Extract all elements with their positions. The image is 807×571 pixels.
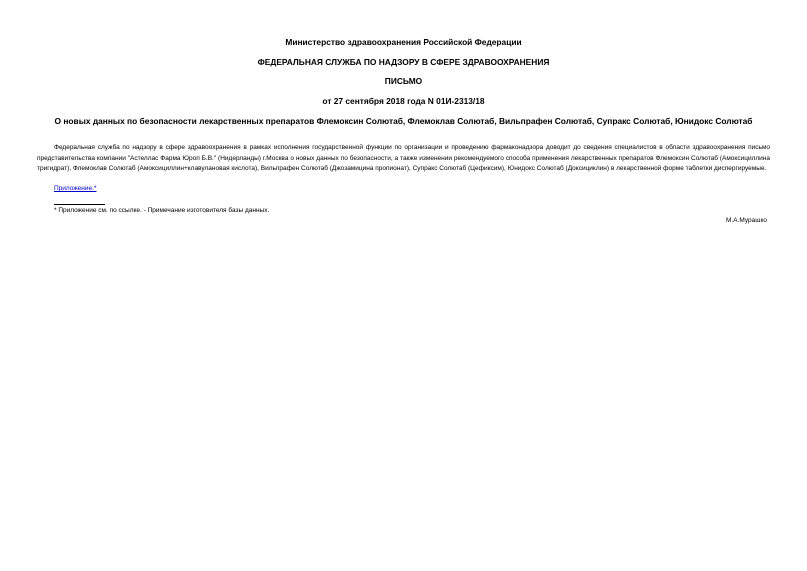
subject-heading: О новых данных по безопасности лекарственных препаратов Флемоксин Солютаб, Флемоклав Солютаб, Вильпрафен Солютаб, Супракс Солютаб, Юнидокс Солютаб — [54, 116, 753, 126]
footnote-divider — [54, 204, 105, 205]
attachment-link[interactable]: Приложение.* — [54, 185, 97, 192]
service-heading: ФЕДЕРАЛЬНАЯ СЛУЖБА ПО НАДЗОРУ В СФЕРЕ ЗДРАВООХРАНЕНИЯ — [257, 57, 550, 67]
date-number-heading: от 27 сентября 2018 года N 01И-2313/18 — [322, 96, 485, 106]
document-type-heading: ПИСЬМО — [384, 76, 423, 86]
letter-body-paragraph: Федеральная служба по надзору в сфере здравоохранения в рамках исполнения государственной функции по организации и проведению фармаконадзора доводит до сведения специалистов в области здравоохранения письмо представительства компании "Астеллас Фарма Юроп Б.В." (Нидерланды) г.Москва о новых данных по безопасности, а также изменении рекомендуемого способа применения лекарственных препаратов Флемоксин Солютаб (Амоксициллина тригидрат), Флемоклав Солютаб (Амоксициллин+клавулановая кислота), Вильпрафен Солютаб (Джозамицина пропионат), Супракс Солютаб (Цефиксим), Юнидокс Солютаб (Доксициклин) в лекарственной форме таблетки диспергируемые. — [37, 144, 770, 173]
ministry-heading: Министерство здравоохранения Российской Федерации — [285, 37, 522, 47]
signature: М.А.Мурашко — [725, 217, 767, 224]
footnote-text: * Приложение см. по ссылке. - Примечание изготовителя базы данных. — [54, 207, 270, 214]
